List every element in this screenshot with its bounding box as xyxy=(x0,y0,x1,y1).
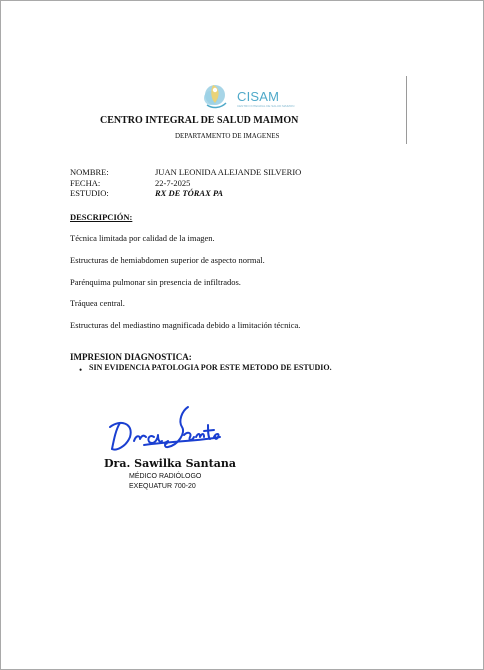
doctor-exequatur: EXEQUATUR 700-20 xyxy=(129,483,196,490)
description-line: Estructuras de hemiabdomen superior de aspecto normal. xyxy=(70,255,265,265)
bullet-icon: • xyxy=(79,365,83,375)
date-value: 22-7-2025 xyxy=(155,178,191,188)
margin-guide-line xyxy=(406,76,407,144)
department-subtitle: DEPARTAMENTO DE IMAGENES xyxy=(175,132,280,140)
name-label: NOMBRE: xyxy=(70,167,109,177)
description-line: Parénquima pulmonar sin presencia de infiltrados. xyxy=(70,277,241,287)
doctor-name: Dra. Sawilka Santana xyxy=(104,457,236,470)
description-heading: DESCRIPCIÓN: xyxy=(70,212,133,222)
impression-heading: IMPRESION DIAGNOSTICA: xyxy=(70,352,192,362)
doctor-role: MÉDICO RADIÓLOGO xyxy=(129,473,202,480)
description-line: Técnica limitada por calidad de la imagen. xyxy=(70,233,215,243)
study-label: ESTUDIO: xyxy=(70,188,109,198)
description-line: Estructuras del mediastino magnificada debido a limitación técnica. xyxy=(70,320,301,330)
logo-subtext: CENTRO INTEGRAL DE SALUD MAIMON xyxy=(237,104,295,108)
handwritten-signature xyxy=(104,401,224,461)
description-line: Tráquea central. xyxy=(70,298,125,308)
study-value: RX DE TÓRAX PA xyxy=(155,188,224,198)
logo-text: CISAM xyxy=(237,89,280,104)
impression-item: SIN EVIDENCIA PATOLOGIA POR ESTE METODO DE ESTUDIO. xyxy=(89,363,332,372)
date-label: FECHA: xyxy=(70,178,101,188)
name-value: JUAN LEONIDA ALEJANDE SILVERIO xyxy=(155,167,302,177)
document-title: CENTRO INTEGRAL DE SALUD MAIMON xyxy=(100,115,299,126)
